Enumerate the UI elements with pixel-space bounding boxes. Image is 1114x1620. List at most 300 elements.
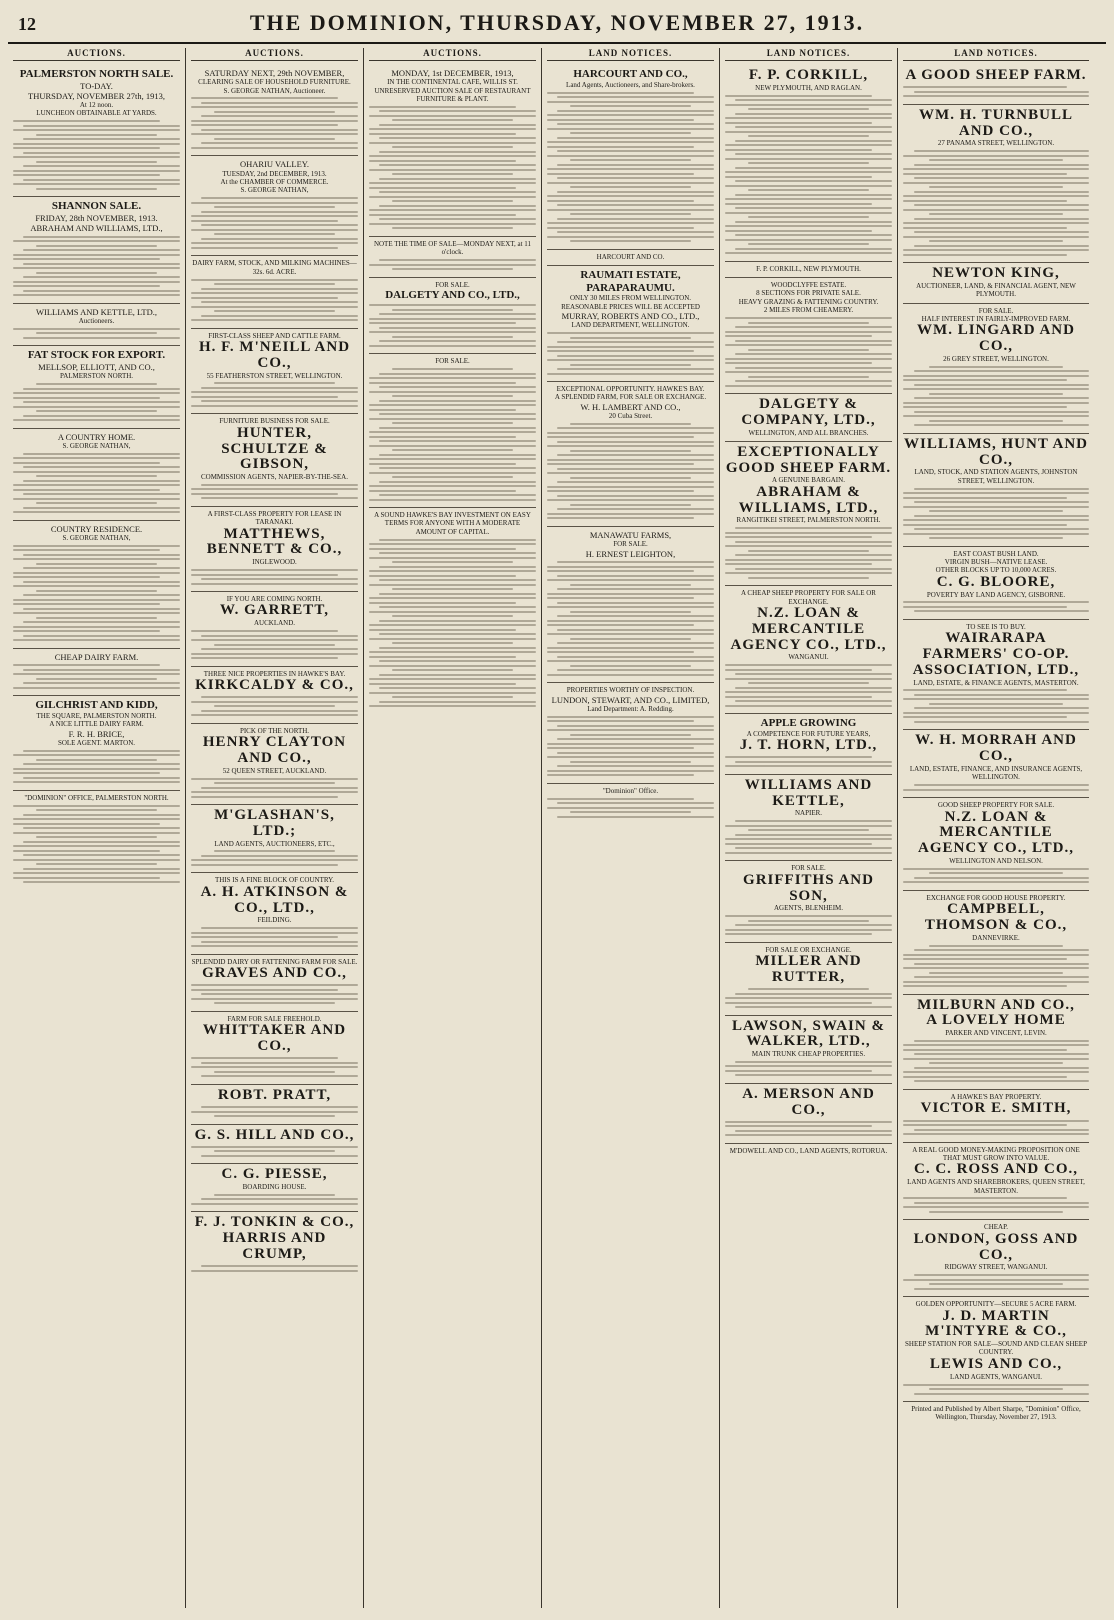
advertisement <box>191 507 358 592</box>
advertisement <box>191 414 358 507</box>
text-line <box>929 186 1063 188</box>
text-line <box>191 124 338 126</box>
text-line <box>13 585 180 587</box>
text-line <box>214 850 334 852</box>
text-line <box>557 177 714 179</box>
text-line <box>903 1206 1089 1208</box>
text-line <box>735 673 892 675</box>
text-line <box>23 763 180 765</box>
text-line <box>13 572 180 574</box>
text-line <box>13 240 180 242</box>
text-line <box>557 602 714 604</box>
advertisement <box>369 354 536 508</box>
masthead <box>8 10 1106 44</box>
text-line <box>903 1197 1067 1199</box>
text-line <box>547 716 714 718</box>
text-line <box>547 606 714 608</box>
text-line <box>547 373 714 375</box>
text-line <box>914 501 1089 503</box>
text-line <box>903 173 1067 175</box>
text-line <box>903 86 1067 88</box>
text-line <box>379 327 536 329</box>
text-line <box>379 440 536 442</box>
ad-text: At 12 noon. <box>79 101 114 110</box>
text-line <box>369 304 536 306</box>
text-line <box>23 621 180 623</box>
text-line <box>557 669 714 671</box>
column-3 <box>364 48 542 1608</box>
text-line <box>557 137 714 139</box>
text-line <box>191 1111 358 1113</box>
ad-headline: GRIFFITHS AND SON, <box>743 871 874 904</box>
text-line <box>201 1198 358 1200</box>
body-text-lines <box>903 601 1089 612</box>
text-line <box>547 651 694 653</box>
ad-title: APPLE GROWING <box>760 717 857 730</box>
text-line <box>914 528 1089 530</box>
text-line <box>13 768 180 770</box>
text-line <box>725 176 872 178</box>
body-text-lines <box>725 820 892 854</box>
text-line <box>392 642 512 644</box>
text-line <box>557 508 714 510</box>
advertisement <box>13 791 180 890</box>
text-line <box>369 391 536 393</box>
text-line <box>13 254 180 256</box>
ad-text: THE SQUARE, PALMERSTON NORTH. <box>36 712 157 721</box>
text-line <box>547 486 714 488</box>
body-text-lines <box>725 664 892 707</box>
text-line <box>191 106 358 108</box>
ad-headline: N.Z. LOAN & MERCANTILE AGENCY CO., LTD., <box>730 605 887 653</box>
text-line <box>13 170 180 172</box>
advertisement <box>191 592 358 667</box>
ad-text: RANGITIKEI STREET, PALMERSTON NORTH. <box>736 516 881 525</box>
text-line <box>725 158 892 160</box>
text-line <box>735 207 892 209</box>
text-line <box>547 182 714 184</box>
text-line <box>570 450 690 452</box>
text-line <box>369 656 516 658</box>
ad-title: SHANNON SALE. <box>51 200 142 213</box>
advertisement <box>547 527 714 683</box>
ad-text: FOR SALE. <box>978 306 1014 315</box>
text-line <box>191 936 338 938</box>
advertisement <box>903 1143 1089 1221</box>
text-line <box>23 554 180 556</box>
text-line <box>379 701 536 703</box>
text-line <box>369 629 516 631</box>
text-line <box>903 227 1067 229</box>
text-line <box>13 877 160 879</box>
text-line <box>735 1074 892 1076</box>
ad-headline: MATTHEWS, BENNETT & CO., <box>206 525 343 558</box>
ad-text: MONDAY, 1st DECEMBER, 1913, <box>391 68 514 78</box>
ad-headline: CAMPBELL, THOMSON & CO., <box>924 901 1068 933</box>
text-line <box>903 716 1067 718</box>
text-line <box>201 635 358 637</box>
text-line <box>725 122 872 124</box>
body-text-lines <box>903 689 1089 723</box>
text-line <box>36 475 156 477</box>
text-line <box>392 669 512 671</box>
text-line <box>547 114 714 116</box>
text-line <box>903 200 1067 202</box>
advertisement <box>903 1090 1089 1143</box>
column-heading: LAND NOTICES. <box>547 48 714 61</box>
text-line <box>903 415 1089 417</box>
text-line <box>379 606 536 608</box>
ad-headline: KIRKCALDY & CO., <box>195 677 354 694</box>
text-line <box>191 932 358 934</box>
ad-headline: LAWSON, SWAIN & WALKER, LTD., <box>732 1017 885 1050</box>
text-line <box>201 993 358 995</box>
ad-text: SOLE AGENT. MARTON. <box>57 739 136 748</box>
text-line <box>13 612 180 614</box>
ad-headline: F. J. TONKIN & CO., <box>194 1214 355 1231</box>
page-number: 12 <box>18 14 36 34</box>
text-line <box>903 519 1089 521</box>
ad-text: HARCOURT AND CO. <box>596 252 665 261</box>
column-heading: AUCTIONS. <box>13 48 180 61</box>
ad-text: PALMERSTON NORTH. <box>59 372 134 381</box>
text-line <box>547 517 694 519</box>
text-line <box>725 669 872 671</box>
text-line <box>748 577 868 579</box>
text-line <box>13 484 180 486</box>
ad-headline: HUNTER, SCHULTZE & GIBSON, <box>221 424 328 473</box>
text-line <box>13 845 180 847</box>
text-line <box>547 774 694 776</box>
advertisement <box>369 508 536 714</box>
text-line <box>929 393 1063 395</box>
text-line <box>547 195 714 197</box>
ad-headline: NEWTON KING, <box>932 265 1060 282</box>
text-line <box>379 687 536 689</box>
text-line <box>23 682 180 684</box>
ad-headline: WILLIAMS, HUNT AND CO., <box>903 435 1088 468</box>
ad-headline: LONDON, GOSS AND CO., <box>913 1230 1079 1263</box>
text-line <box>13 406 180 408</box>
text-line <box>914 1274 1089 1276</box>
text-line <box>570 665 690 667</box>
text-line <box>547 660 714 662</box>
ad-text: 20 Cuba Street. <box>608 412 653 421</box>
text-line <box>725 198 892 200</box>
text-line <box>369 602 516 604</box>
ad-text: INGLEWOOD. <box>252 558 297 567</box>
text-line <box>914 1053 1089 1055</box>
text-line <box>547 729 714 731</box>
text-line <box>570 364 690 366</box>
text-line <box>914 424 1089 426</box>
text-line <box>735 993 892 995</box>
ad-headline: WAIRARAPA FARMERS' CO-OP. ASSOCIATION, LTD., <box>912 630 1080 678</box>
text-line <box>735 761 892 763</box>
text-line <box>725 691 892 693</box>
body-text-lines <box>369 539 536 708</box>
ad-headline: ROBT. PRATT, <box>217 1086 332 1103</box>
text-line <box>369 382 516 384</box>
text-line <box>191 1270 358 1272</box>
ad-headline: H. F. M'NEILL AND CO., <box>198 339 351 371</box>
body-text-lines <box>13 750 180 784</box>
text-line <box>201 301 358 303</box>
text-line <box>23 841 180 843</box>
text-line <box>903 712 1089 714</box>
text-line <box>725 371 892 373</box>
text-line <box>379 552 536 554</box>
ad-text: THURSDAY, NOVEMBER 27th, 1913, <box>28 90 165 101</box>
ad-headline: HENRY CLAYTON AND CO., <box>202 734 347 766</box>
text-line <box>725 331 892 333</box>
body-text-lines <box>903 945 1089 988</box>
ad-headline: VICTOR E. SMITH, <box>920 1100 1072 1117</box>
text-line <box>735 700 892 702</box>
text-line <box>557 642 714 644</box>
text-line <box>201 315 358 317</box>
advertisement <box>13 346 180 428</box>
text-line <box>392 309 512 311</box>
text-line <box>570 105 690 107</box>
text-line <box>369 128 536 130</box>
text-line <box>725 536 872 538</box>
text-line <box>929 366 1063 368</box>
text-line <box>379 151 536 153</box>
text-line <box>547 770 714 772</box>
ad-text: DAIRY FARM, STOCK, AND MILKING MACHINES—32s. 6d. ACRE. <box>192 259 357 276</box>
text-line <box>735 924 892 926</box>
text-line <box>725 664 892 666</box>
text-line <box>903 1133 1089 1135</box>
text-line <box>547 350 694 352</box>
text-line <box>903 689 1067 691</box>
text-line <box>725 852 892 854</box>
text-line <box>557 231 714 233</box>
text-line <box>725 696 872 698</box>
text-line <box>547 168 714 170</box>
text-line <box>914 784 1089 786</box>
ad-headline: A. H. ATKINSON & CO., LTD., <box>200 883 349 916</box>
text-line <box>929 945 1063 947</box>
text-line <box>903 954 1089 956</box>
text-line <box>557 191 714 193</box>
text-line <box>735 126 892 128</box>
ad-text: A CHEAP SHEEP PROPERTY FOR SALE OR EXCHANGE. <box>741 589 876 606</box>
text-line <box>929 510 1063 512</box>
text-line <box>392 476 512 478</box>
text-line <box>547 570 694 572</box>
advertisement <box>725 262 892 278</box>
text-line <box>903 606 1067 608</box>
text-line <box>369 597 536 599</box>
advertisement <box>191 724 358 805</box>
ad-headline: WM. LINGARD AND CO., <box>917 322 1075 355</box>
ad-text: PICK OF THE NORTH. <box>239 726 310 735</box>
text-line <box>13 850 160 852</box>
text-line <box>725 185 892 187</box>
advertisement <box>725 394 892 442</box>
ad-text: PROPERTIES WORTHY OF INSPECTION. <box>566 686 695 695</box>
text-line <box>392 588 512 590</box>
text-line <box>369 115 536 117</box>
ad-text: M'DOWELL AND CO., LAND AGENTS, ROTORUA. <box>729 1146 888 1155</box>
ad-title: PARAPARAUMU. <box>586 281 675 294</box>
ad-text: HEAVY GRAZING & FATTENING COUNTRY. <box>738 297 879 306</box>
text-line <box>929 1283 1063 1285</box>
text-line <box>570 584 690 586</box>
text-line <box>13 143 180 145</box>
text-line <box>903 236 1089 238</box>
advertisement <box>903 434 1089 547</box>
ad-text: UNRESERVED AUCTION SALE OF RESTAURANT FURNITURE & PLANT. <box>374 86 531 103</box>
text-line <box>379 674 536 676</box>
text-line <box>369 485 536 487</box>
text-line <box>369 404 536 406</box>
text-line <box>725 149 872 151</box>
ad-headline: WILLIAMS AND KETTLE, <box>744 776 873 809</box>
text-line <box>23 854 180 856</box>
text-line <box>369 223 536 225</box>
ad-text: 2 MILES FROM CHEAMERY. <box>763 306 854 315</box>
text-line <box>748 243 868 245</box>
advertisement <box>369 65 536 237</box>
body-text-lines <box>191 569 358 585</box>
text-line <box>735 113 892 115</box>
text-line <box>201 1106 358 1108</box>
text-line <box>547 459 714 461</box>
text-line <box>557 110 714 112</box>
text-line <box>547 743 714 745</box>
advertisement <box>903 1220 1089 1297</box>
text-line <box>201 238 358 240</box>
text-line <box>379 400 536 402</box>
text-line <box>725 212 892 214</box>
text-line <box>557 123 714 125</box>
text-line <box>13 823 160 825</box>
text-line <box>23 493 180 495</box>
text-line <box>23 290 180 292</box>
text-line <box>13 183 180 185</box>
text-line <box>903 1058 1089 1060</box>
text-line <box>903 254 1067 256</box>
text-line <box>547 173 694 175</box>
ad-text: Auctioneers. <box>78 317 115 325</box>
text-line <box>369 678 536 680</box>
body-text-lines <box>13 383 180 421</box>
text-line <box>914 245 1089 247</box>
text-line <box>914 164 1089 166</box>
text-line <box>547 513 714 515</box>
text-line <box>547 332 714 334</box>
ad-text: LAND, STOCK, AND STATION AGENTS, JOHNSTON STREET, WELLINGTON. <box>914 468 1078 485</box>
text-line <box>369 431 536 433</box>
text-line <box>214 705 334 707</box>
body-text-lines <box>191 1106 358 1117</box>
text-line <box>735 687 892 689</box>
text-line <box>725 1065 892 1067</box>
text-line <box>13 859 180 861</box>
text-line <box>903 1044 1089 1046</box>
ad-text: FARM FOR SALE FREEHOLD. <box>227 1014 322 1023</box>
ad-text: S. GEORGE NATHAN, <box>62 533 131 542</box>
ad-text: MAIN TRUNK CHEAP PROPERTIES. <box>751 1050 866 1059</box>
text-line <box>557 218 714 220</box>
text-line <box>929 537 1063 539</box>
ad-text: Land Agents, Auctioneers, and Share-brokers. <box>566 80 695 89</box>
text-line <box>903 168 1089 170</box>
text-line <box>13 687 180 689</box>
text-line <box>214 206 334 208</box>
text-line <box>557 561 714 563</box>
advertisement <box>547 266 714 382</box>
text-line <box>23 236 180 238</box>
text-line <box>735 248 892 250</box>
advertisement <box>191 955 358 1012</box>
text-line <box>191 945 358 947</box>
ad-text: HALF INTEREST IN FAIRLY-IMPROVED FARM. <box>921 315 1071 324</box>
text-line <box>735 380 892 382</box>
text-line <box>13 511 180 513</box>
text-line <box>23 594 180 596</box>
text-line <box>570 213 690 215</box>
advertisement <box>191 667 358 724</box>
text-line <box>914 177 1089 179</box>
text-line <box>557 816 714 818</box>
text-line <box>903 249 1089 251</box>
text-line <box>23 337 180 339</box>
text-line <box>903 492 1089 494</box>
text-line <box>191 97 338 99</box>
text-line <box>735 194 892 196</box>
text-line <box>369 445 536 447</box>
text-line <box>191 493 338 495</box>
text-line <box>13 489 160 491</box>
ad-text: A FIRST-CLASS PROPERTY FOR LEASE IN TARANAKI. <box>207 509 342 527</box>
text-line <box>903 524 1067 526</box>
text-line <box>929 240 1063 242</box>
text-line <box>903 388 1089 390</box>
column-heading: AUCTIONS. <box>191 48 358 61</box>
ad-text: IF YOU ARE COMING NORTH. <box>226 595 323 604</box>
text-line <box>369 187 516 189</box>
text-line <box>725 317 892 319</box>
text-line <box>914 963 1089 965</box>
text-line <box>914 1080 1089 1082</box>
text-line <box>369 683 516 685</box>
advertisement <box>903 798 1089 891</box>
text-line <box>23 507 180 509</box>
ad-text: H. ERNEST LEIGHTON, <box>585 548 676 559</box>
ad-text: FURNITURE BUSINESS FOR SALE. <box>219 417 330 426</box>
ad-headline: WHITTAKER AND CO., <box>202 1022 347 1054</box>
text-line <box>570 159 690 161</box>
advertisement <box>547 65 714 250</box>
text-line <box>379 633 536 635</box>
text-line <box>903 497 1067 499</box>
text-line <box>914 397 1089 399</box>
text-line <box>191 120 358 122</box>
text-line <box>903 506 1089 508</box>
ad-headline: EXCEPTIONALLY GOOD SHEEP FARM. <box>725 443 892 476</box>
text-line <box>379 427 536 429</box>
text-line <box>23 249 180 251</box>
ad-text: FOR SALE. <box>435 357 470 366</box>
text-line <box>735 554 892 556</box>
ad-text: WILLIAMS AND KETTLE, LTD., <box>35 306 158 317</box>
text-line <box>191 984 358 986</box>
text-line <box>191 791 358 793</box>
